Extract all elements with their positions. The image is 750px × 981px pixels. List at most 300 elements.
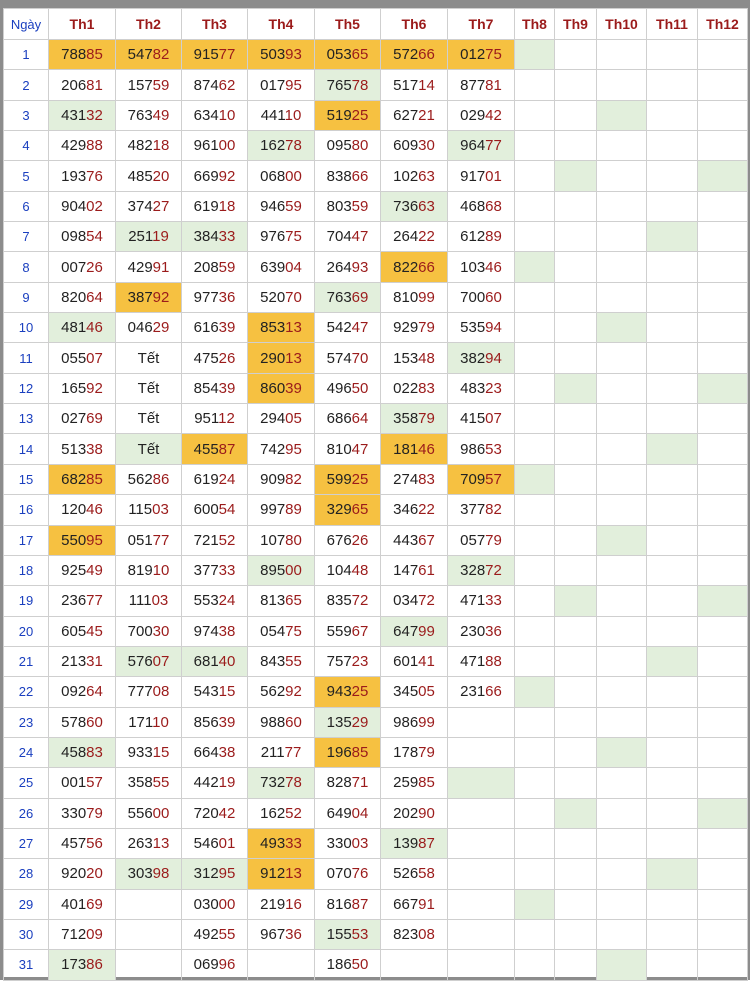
result-cell	[182, 677, 248, 707]
result-cell	[248, 525, 315, 555]
result-lead-digits: 600	[193, 501, 219, 519]
result-cell	[647, 677, 698, 707]
result-tail-digits: 79	[418, 319, 435, 337]
result-tail-digits: 22	[418, 228, 435, 246]
result-cell	[248, 677, 315, 707]
result-cell	[182, 646, 248, 676]
result-cell	[597, 40, 647, 70]
result-tail-digits: 38	[218, 744, 236, 762]
result-tail-digits: 38	[86, 440, 103, 458]
result-tail-digits: 55	[285, 653, 302, 671]
result-tail-digits: 83	[418, 379, 435, 397]
result-cell	[248, 313, 315, 343]
result-tail-digits: 00	[152, 804, 170, 822]
header-month: Th1	[49, 9, 116, 40]
result-cell	[515, 950, 555, 980]
result-cell	[515, 555, 555, 585]
result-tail-digits: 38	[218, 622, 236, 640]
result-cell	[315, 616, 381, 646]
result-cell	[116, 616, 182, 646]
result-tail-digits: 26	[218, 349, 236, 367]
result-cell	[182, 737, 248, 767]
result-tail-digits: 39	[218, 319, 236, 337]
result-lead-digits: 458	[61, 744, 87, 762]
result-cell	[49, 343, 116, 373]
result-tail-digits: 89	[285, 501, 302, 519]
result-lead-digits: 259	[393, 774, 419, 792]
result-lead-digits: 909	[260, 470, 286, 488]
result-tail-digits: 20	[86, 865, 103, 883]
result-lead-digits: 835	[326, 592, 352, 610]
result-tail-digits: 46	[86, 501, 103, 519]
result-tail-digits: 88	[485, 653, 502, 671]
result-cell	[49, 495, 116, 525]
result-cell	[315, 919, 381, 949]
result-cell	[698, 191, 748, 221]
result-cell	[597, 191, 647, 221]
result-cell	[49, 950, 116, 980]
result-cell	[116, 313, 182, 343]
result-cell	[182, 798, 248, 828]
result-cell	[116, 495, 182, 525]
day-number: 18	[4, 555, 49, 585]
result-cell	[381, 919, 448, 949]
result-tail-digits: 77	[284, 744, 302, 762]
result-cell	[381, 646, 448, 676]
result-tail-digits: 78	[351, 76, 369, 94]
result-cell	[448, 586, 515, 616]
result-lead-digits: 186	[326, 956, 352, 974]
result-cell	[248, 434, 315, 464]
result-cell	[49, 768, 116, 798]
table-row	[4, 555, 748, 585]
result-tail-digits: 25	[351, 106, 369, 124]
result-cell	[381, 555, 448, 585]
result-tail-digits: 79	[485, 531, 502, 549]
result-cell	[49, 889, 116, 919]
result-tail-digits: 69	[351, 288, 369, 306]
result-tail-digits: 96	[218, 956, 236, 974]
result-cell	[698, 495, 748, 525]
result-cell	[315, 798, 381, 828]
result-cell	[647, 555, 698, 585]
result-tail-digits: 63	[418, 197, 435, 215]
result-cell	[698, 70, 748, 100]
result-tail-digits: 72	[351, 592, 369, 610]
result-cell	[116, 859, 182, 889]
result-tail-digits: 83	[86, 744, 103, 762]
result-tail-digits: 59	[285, 197, 302, 215]
result-cell	[698, 282, 748, 312]
result-cell	[381, 677, 448, 707]
day-number: 4	[4, 131, 49, 161]
result-lead-digits: 202	[393, 804, 419, 822]
result-cell	[448, 161, 515, 191]
result-tail-digits: 63	[418, 167, 435, 185]
result-cell	[698, 313, 748, 343]
result-cell	[116, 707, 182, 737]
result-cell	[248, 859, 315, 889]
result-cell	[555, 70, 597, 100]
result-tail-digits: 10	[284, 106, 302, 124]
result-cell	[315, 828, 381, 858]
result-cell	[698, 161, 748, 191]
result-lead-digits: 912	[260, 865, 286, 883]
result-cell	[555, 495, 597, 525]
result-tail-digits: 13	[285, 865, 302, 883]
result-tail-digits: 05	[285, 410, 302, 428]
result-cell	[515, 191, 555, 221]
result-lead-digits: 069	[193, 956, 219, 974]
result-cell	[116, 737, 182, 767]
table-row	[4, 131, 748, 161]
result-lead-digits: 034	[393, 592, 419, 610]
result-lead-digits: 485	[127, 167, 153, 185]
result-cell	[448, 252, 515, 282]
result-tail-digits: 39	[218, 379, 236, 397]
result-lead-digits: 312	[193, 865, 219, 883]
day-number: 26	[4, 798, 49, 828]
result-cell	[698, 525, 748, 555]
result-tail-digits: 13	[152, 835, 170, 853]
result-lead-digits: 055	[61, 349, 87, 367]
result-lead-digits: 742	[260, 440, 286, 458]
result-lead-digits: 057	[460, 531, 486, 549]
result-cell	[49, 919, 116, 949]
day-number: 25	[4, 768, 49, 798]
result-tail-digits: 65	[351, 501, 369, 519]
result-tail-digits: 08	[152, 683, 170, 701]
table-row	[4, 343, 748, 373]
result-tail-digits: 99	[418, 288, 435, 306]
result-cell	[116, 525, 182, 555]
header-day: Ngày	[4, 9, 49, 40]
result-cell	[315, 70, 381, 100]
result-lead-digits: 943	[326, 683, 352, 701]
result-cell	[647, 161, 698, 191]
result-cell	[182, 768, 248, 798]
table-row	[4, 586, 748, 616]
result-lead-digits: 115	[128, 501, 153, 519]
result-cell	[315, 191, 381, 221]
result-tail-digits: 65	[285, 592, 302, 610]
result-cell	[515, 889, 555, 919]
result-cell	[515, 161, 555, 191]
result-cell	[448, 131, 515, 161]
result-tail-digits: 50	[351, 956, 369, 974]
table-row	[4, 768, 748, 798]
result-cell	[315, 859, 381, 889]
result-cell	[248, 373, 315, 403]
result-lead-digits: 046	[127, 319, 153, 337]
result-lead-digits: 171	[128, 713, 153, 731]
result-tail-digits: 76	[86, 167, 103, 185]
result-cell	[555, 646, 597, 676]
result-lead-digits: 627	[393, 106, 419, 124]
result-cell	[116, 586, 182, 616]
result-cell	[698, 737, 748, 767]
result-tail-digits: 39	[285, 379, 302, 397]
result-lead-digits: 601	[393, 653, 419, 671]
result-tail-digits: 82	[152, 46, 170, 64]
result-cell	[315, 161, 381, 191]
result-cell	[555, 191, 597, 221]
result-tail-digits: 90	[418, 804, 435, 822]
result-cell	[248, 40, 315, 70]
result-cell	[698, 555, 748, 585]
result-lead-digits: 098	[61, 228, 87, 246]
result-cell	[116, 464, 182, 494]
result-cell	[49, 313, 116, 343]
result-lead-digits: 647	[393, 622, 419, 640]
result-lead-digits: 612	[460, 228, 486, 246]
result-cell	[182, 191, 248, 221]
result-cell	[597, 282, 647, 312]
result-tail-digits: 42	[218, 804, 236, 822]
result-tail-digits: 80	[351, 137, 369, 155]
result-lead-digits: 682	[61, 470, 87, 488]
result-lead-digits: 236	[61, 592, 87, 610]
result-lead-digits: 441	[260, 106, 285, 124]
result-cell	[597, 889, 647, 919]
result-cell	[448, 555, 515, 585]
result-tail-digits: 99	[418, 713, 435, 731]
result-cell	[381, 404, 448, 434]
result-tail-digits: 18	[152, 137, 170, 155]
result-lead-digits: 816	[326, 895, 352, 913]
result-cell	[597, 525, 647, 555]
day-number: 3	[4, 100, 49, 130]
result-cell	[515, 373, 555, 403]
result-tail-digits: 95	[285, 440, 302, 458]
result-cell	[555, 373, 597, 403]
result-tail-digits: 70	[285, 288, 302, 306]
result-lead-digits: 429	[61, 137, 87, 155]
result-lead-digits: 492	[193, 926, 219, 944]
table-row	[4, 191, 748, 221]
result-lead-digits: 803	[326, 197, 352, 215]
result-tail-digits: 62	[218, 76, 236, 94]
result-cell	[647, 525, 698, 555]
result-lead-digits: 967	[260, 926, 286, 944]
result-lead-digits: 895	[260, 562, 286, 580]
result-cell	[315, 404, 381, 434]
result-tail-digits: 52	[285, 804, 302, 822]
result-lead-digits: 609	[393, 137, 419, 155]
day-number: 20	[4, 616, 49, 646]
result-cell	[515, 100, 555, 130]
result-lead-digits: 155	[326, 926, 352, 944]
result-tail-digits: 46	[418, 440, 435, 458]
result-cell	[182, 707, 248, 737]
day-number: 13	[4, 404, 49, 434]
result-cell	[182, 828, 248, 858]
result-tail-digits: 15	[218, 683, 236, 701]
result-cell	[555, 737, 597, 767]
table-row	[4, 161, 748, 191]
result-cell	[182, 404, 248, 434]
result-tail-digits: 94	[485, 319, 502, 337]
result-cell	[381, 282, 448, 312]
result-tail-digits: 77	[152, 531, 170, 549]
result-tail-digits: 02	[86, 197, 103, 215]
result-lead-digits: 102	[393, 167, 419, 185]
result-cell	[555, 889, 597, 919]
result-tail-digits: 09	[86, 926, 103, 944]
result-lead-digits: 513	[61, 440, 87, 458]
result-cell	[597, 100, 647, 130]
result-tail-digits: 23	[351, 653, 369, 671]
result-cell	[49, 131, 116, 161]
result-cell	[448, 646, 515, 676]
result-tail-digits: 66	[418, 258, 435, 276]
result-cell	[448, 70, 515, 100]
result-lead-digits: 562	[260, 683, 286, 701]
result-cell: Tết	[116, 404, 182, 434]
result-lead-digits: 788	[61, 46, 87, 64]
table-row	[4, 859, 748, 889]
result-cell	[381, 252, 448, 282]
result-tail-digits: 92	[285, 683, 302, 701]
result-cell	[182, 131, 248, 161]
result-cell	[182, 222, 248, 252]
result-lead-digits: 330	[326, 835, 352, 853]
result-tail-digits: 60	[285, 713, 302, 731]
day-number: 19	[4, 586, 49, 616]
result-cell	[647, 464, 698, 494]
result-cell	[182, 434, 248, 464]
result-cell	[647, 919, 698, 949]
result-lead-digits: 616	[193, 319, 219, 337]
result-cell	[555, 434, 597, 464]
result-lead-digits: 828	[326, 774, 352, 792]
result-tail-digits: 87	[418, 835, 435, 853]
header-row	[4, 9, 748, 40]
result-cell: Tết	[116, 434, 182, 464]
result-cell	[315, 282, 381, 312]
result-tail-digits: 13	[285, 319, 302, 337]
result-cell	[248, 464, 315, 494]
result-cell	[597, 343, 647, 373]
result-cell	[116, 40, 182, 70]
result-tail-digits: 98	[152, 865, 170, 883]
result-cell	[49, 677, 116, 707]
result-tail-digits: 86	[86, 956, 103, 974]
result-lead-digits: 442	[193, 774, 219, 792]
result-cell	[515, 343, 555, 373]
result-cell	[315, 707, 381, 737]
result-lead-digits: 986	[460, 440, 486, 458]
result-cell	[597, 828, 647, 858]
result-cell	[448, 434, 515, 464]
result-cell	[49, 464, 116, 494]
result-lead-digits: 765	[326, 76, 352, 94]
result-tail-digits: 33	[218, 228, 236, 246]
result-cell	[182, 950, 248, 980]
table-row	[4, 707, 748, 737]
result-lead-digits: 429	[127, 258, 153, 276]
result-lead-digits: 639	[260, 258, 286, 276]
result-lead-digits: 382	[460, 349, 486, 367]
result-cell	[647, 828, 698, 858]
result-cell	[515, 282, 555, 312]
result-tail-digits: 67	[351, 622, 369, 640]
result-cell	[315, 313, 381, 343]
result-cell	[448, 616, 515, 646]
result-cell	[448, 495, 515, 525]
result-lead-digits: 264	[326, 258, 352, 276]
result-lead-digits: 576	[127, 653, 153, 671]
result-cell	[182, 252, 248, 282]
header-month: Th12	[698, 9, 748, 40]
result-lead-digits: 562	[127, 470, 153, 488]
result-cell	[248, 343, 315, 373]
result-cell	[248, 161, 315, 191]
result-tail-digits: 25	[351, 470, 369, 488]
result-lead-digits: 471	[460, 592, 486, 610]
result-tail-digits: 32	[86, 106, 103, 124]
result-tail-digits: 60	[485, 288, 502, 306]
result-cell	[597, 252, 647, 282]
result-cell	[381, 525, 448, 555]
result-lead-digits: 219	[260, 895, 286, 913]
result-tail-digits: 86	[152, 470, 170, 488]
result-cell	[698, 40, 748, 70]
result-cell	[597, 495, 647, 525]
result-tail-digits: 33	[285, 835, 302, 853]
result-cell	[698, 768, 748, 798]
result-tail-digits: 67	[418, 531, 435, 549]
result-lead-digits: 196	[326, 744, 352, 762]
result-lead-digits: 053	[326, 46, 352, 64]
result-cell	[49, 100, 116, 130]
result-cell	[381, 313, 448, 343]
table-row	[4, 222, 748, 252]
result-cell	[555, 707, 597, 737]
result-cell	[248, 798, 315, 828]
result-lead-digits: 346	[393, 501, 419, 519]
result-cell	[515, 70, 555, 100]
result-cell	[647, 40, 698, 70]
day-number: 11	[4, 343, 49, 373]
result-cell	[597, 404, 647, 434]
day-number: 29	[4, 889, 49, 919]
result-lead-digits: 162	[260, 137, 286, 155]
result-cell	[381, 889, 448, 919]
result-tail-digits: 22	[418, 501, 435, 519]
result-tail-digits: 27	[152, 197, 170, 215]
header-month: Th8	[515, 9, 555, 40]
result-tail-digits: 33	[218, 562, 236, 580]
result-lead-digits: 139	[393, 835, 419, 853]
result-tail-digits: 12	[218, 410, 235, 428]
result-tail-digits: 66	[351, 167, 369, 185]
result-cell	[515, 131, 555, 161]
result-cell: Tết	[116, 343, 182, 373]
header-month: Th3	[182, 9, 248, 40]
result-cell	[381, 798, 448, 828]
result-cell	[49, 828, 116, 858]
result-tail-digits: 41	[418, 653, 435, 671]
result-cell	[49, 282, 116, 312]
result-cell	[647, 70, 698, 100]
result-cell	[381, 343, 448, 373]
result-cell	[515, 798, 555, 828]
result-cell	[182, 40, 248, 70]
result-lead-digits: 012	[460, 46, 486, 64]
result-cell	[116, 191, 182, 221]
result-cell	[248, 282, 315, 312]
